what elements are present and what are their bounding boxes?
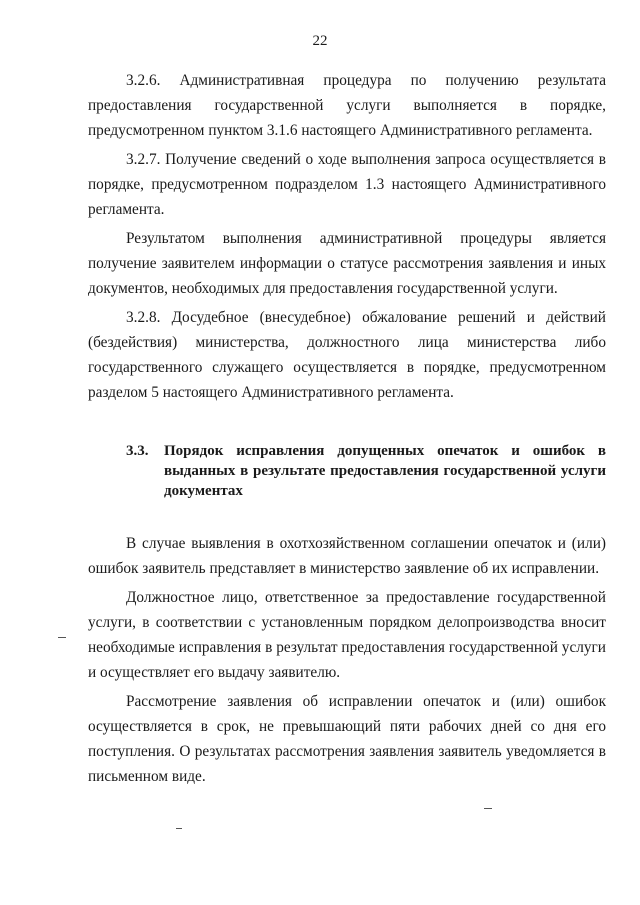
paragraph-errors-detected: В случае выявления в охотхозяйственном соглашении опечаток и (или) ошибок заявитель представляет в министерство заявление об их исправлении. — [88, 535, 606, 577]
paragraph-3-2-6: 3.2.6. Административная процедура по получению результата предоставления государственной услуги выполняется в порядке, предусмотренном пунктом 3.1.6 настоящего Административного регламента. — [88, 72, 606, 139]
paragraph-3-2-8: 3.2.8. Досудебное (внесудебное) обжалование решений и действий (бездействия) министерства, должностного лица министерства либо государственного служащего осуществляется в порядке, предусмотренном разделом 5 настоящего Административного регламента. — [88, 309, 606, 401]
paragraph-3-2-7: 3.2.7. Получение сведений о ходе выполнения запроса осуществляется в порядке, предусмотренном подразделом 1.3 настоящего Административного регламента. — [88, 151, 606, 218]
scan-artifact — [484, 808, 492, 809]
paragraph-review-term: Рассмотрение заявления об исправлении опечаток и (или) ошибок осуществляется в срок, не превышающий пяти рабочих дней со дня его поступления. О результатах рассмотрения заявления заявитель уведомляется в письменном виде. — [88, 693, 606, 785]
scan-artifact — [58, 637, 66, 638]
section-title: Порядок исправления допущенных опечаток и ошибок в выданных в результате предоставления государственной услуги документах — [164, 443, 606, 499]
paragraph-result: Результатом выполнения административной процедуры является получение заявителем информации о статусе рассмотрения заявления и иных документов, необходимых для предоставления государственной услуги. — [88, 230, 606, 297]
section-number: 3.3. — [126, 443, 149, 459]
paragraph-official-corrections: Должностное лицо, ответственное за предоставление государственной услуги, в соответствии с установленным порядком делопроизводства вносит необходимые исправления в результат предоставления государственной услуги и осуществляет его выдачу заявителю. — [88, 589, 606, 681]
document-body — [88, 68, 606, 789]
page-number: 22 — [312, 33, 328, 49]
section-heading — [88, 441, 606, 501]
scan-artifact — [176, 828, 182, 829]
